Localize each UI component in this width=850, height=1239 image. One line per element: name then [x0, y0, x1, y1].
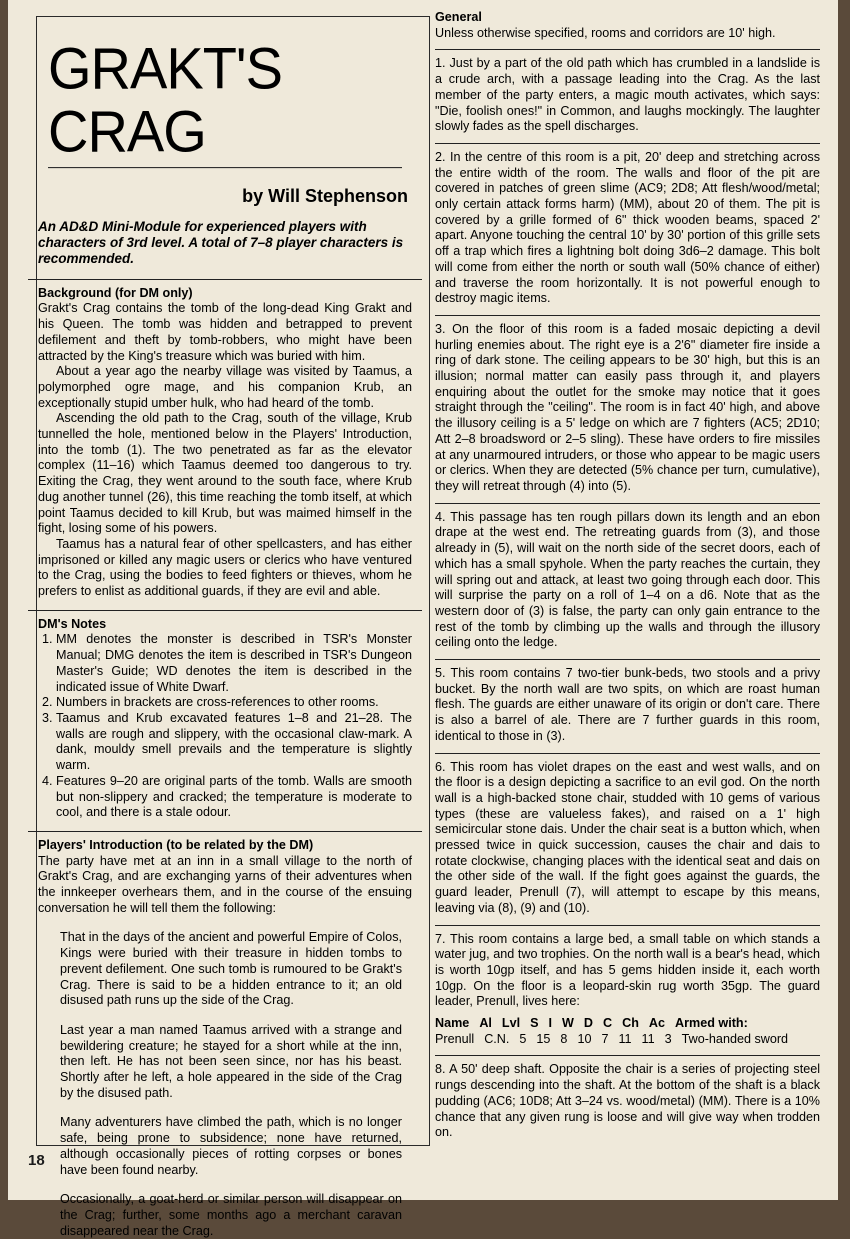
section-divider [28, 831, 422, 832]
stat-cell: 11 [641, 1031, 655, 1046]
stat-cell: 7 [601, 1031, 609, 1046]
stat-col-header: D [583, 1016, 594, 1031]
dm-notes-list [38, 632, 412, 820]
stat-cell: 11 [618, 1031, 632, 1046]
room-6: 6. This room has violet drapes on the east and west walls, and on the floor is a design depicting a sacrifice to an evil god. On the north wall is a high-backed stone chair, studded with 10 gems of various types (these are valueless fakes), and raised on a 1' high semicircular stone dais. Under the chair seat is a button which, when pressed twice in quick succession, causes the chair and dais to rotate clockwise, changing places with the identical seat and dais on the other side of the wall. If the fight goes against the guards, the guard leader, Prenull (7), will attempt to escape by this means, leaving via (8), (9) and (10). [435, 759, 820, 915]
room-divider [435, 659, 820, 660]
innkeeper-quote: Many adventurers have climbed the path, which is no longer safe, being prone to subsidence; none have returned, although occasionally pieces of rotting corpses or bones have been found nearby. [60, 1115, 402, 1177]
room-5: 5. This room contains 7 two-tier bunk-beds, two stools and a privy bucket. By the north wall are two spits, on which are roast human flesh. The guards are either unaware of its origin or don't care. There is also a barrel of ale. There are 7 further guards in this room, identical to those in (3). [435, 666, 820, 743]
background-paragraph: Taamus has a natural fear of other spellcasters, and has either imprisoned or killed any magic users or clerics who have ventured to the Crag, using the bodies to feed fighters or thieves, whom he prefers to enlist as additional guards, if they are evil and able. [38, 536, 412, 599]
room-divider [435, 1055, 820, 1056]
section-divider [28, 279, 422, 280]
room-8: 8. A 50' deep shaft. Opposite the chair is a series of projecting steel rungs descending into the shaft. At the bottom of the shaft is a black pudding (AC6; 10D8; Att 3–24 vs. wood/metal) (MM). There is a 10% chance that any given rung is loose and will give way when trodden on. [435, 1062, 820, 1140]
dm-note-item: 4. Features 9–20 are original parts of the tomb. Walls are smooth but non-slippery and cracked; the temperature is moderate to cool, and there is a stale odour. [56, 774, 412, 821]
stat-col-header: W [562, 1016, 574, 1031]
stat-col-header: S [530, 1016, 539, 1031]
stat-cell: C.N. [484, 1031, 510, 1046]
innkeeper-quote: That in the days of the ancient and powerful Empire of Colos, Kings were buried with their treasure in hidden tombs to prevent defilement. One such tomb is rumoured to be Grakt's Crag. There is said to be a hidden entrance to it; an old disused path runs up the side of the Crag. [60, 930, 402, 1008]
background-heading: Background (for DM only) [38, 285, 193, 300]
section-divider [28, 610, 422, 611]
left-column [38, 30, 412, 1239]
room-divider [435, 753, 820, 754]
room-2: 2. In the centre of this room is a pit, 20' deep and stretching across the entire width of the room. The walls and floor of the pit are covered in patches of green slime (AC9; 2D8; Att flesh/wood/metal; only certain attack forms harm) (MM), about 20 of them. The pit is covered by a grille formed of 6" thick wooden beams, spaced 2' apart. Anyone touching the central 10' by 30' portion of this grille sets off a trap which fires a lightning bolt doing 3d6–2 damage. This bolt will come from either the north or south wall (50% chance of either) and traverse the room horizontally. It is not powerful enough to destroy magic items. [435, 149, 820, 306]
stat-cell: 8 [560, 1031, 568, 1046]
stat-cell: 3 [664, 1031, 672, 1046]
stat-cell: 10 [577, 1031, 592, 1046]
dm-note-item: 3. Taamus and Krub excavated features 1–8 and 21–28. The walls are rough and slippery, with the occasional claw-mark. A dank, mouldy smell prevails and the temperature is slightly warm. [56, 711, 412, 774]
room-3: 3. On the floor of this room is a faded mosaic depicting a devil hurling enemies about. The right eye is a 2'6" diameter fire inside a ring of dark stone. The ceiling appears to be 30' high, but this is an illusion; normal matter can easily pass through it, and players enquiring about the outlet for the smoke may notice that it goes straight through the "ceiling". The room is in fact 40' high, and above the illusory ceiling is a 5' ledge on which are 7 fighters (AC5; 2D10; Att 2–8 broadsword or 2–5 sling). These have orders to fire missiles at any unarmoured intruders, or those who appear to be magic users or clerics. When they are detected (5% chance per turn, cumulative), they will retreat through (4) into (5). [435, 321, 820, 493]
stat-cell: 15 [536, 1031, 551, 1046]
article-title: GRAKT'S CRAG [48, 37, 402, 168]
room-divider [435, 143, 820, 144]
stat-table-header [435, 1016, 820, 1032]
room-divider [435, 49, 820, 50]
background-paragraph: About a year ago the nearby village was visited by Taamus, a polymorphed ogre mage, and his companion Krub, an exceptionally stupid umber hulk, who had heard of the tomb. [38, 364, 412, 410]
room-1: 1. Just by a part of the old path which has crumbled in a landslide is a crude arch, with a passage leading into the Crag. As the last member of the party enters, a magic mouth activates, which says: "Die, foolish ones!" in Common, and laughs mockingly. The laughter slowly fades as the spell discharges. [435, 56, 820, 134]
room-divider [435, 925, 820, 926]
players-intro-heading: Players' Introduction (to be related by the DM) [38, 837, 314, 852]
stat-col-header: Ch [622, 1016, 639, 1031]
general-text: Unless otherwise specified, rooms and corridors are 10' high. [435, 25, 776, 40]
room-divider [435, 315, 820, 316]
stat-cell: Prenull [435, 1031, 475, 1046]
stat-col-header: Armed with: [675, 1016, 748, 1031]
background-paragraph: Ascending the old path to the Crag, south of the village, Krub tunnelled the hole, mentioned below in the Players' Introduction, into the tomb (1). The two penetrated as far as the elevator complex (11–16) which Taamus deemed too dangerous to try. Exiting the Crag, they went around to the south face, where Krub dug another tunnel (26), this time reaching the tomb itself, at which point Taamus decided to kill Krub, but was maimed himself in the fight, losing some of his powers. [38, 411, 412, 536]
dm-note-item: 1. MM denotes the monster is described in TSR's Monster Manual; DMG denotes the item is described in TSR's Dungeon Master's Guide; WD denotes the item is described in the indicated issue of White Dwarf. [56, 632, 412, 695]
room-divider [435, 503, 820, 504]
stat-cell: 5 [519, 1031, 527, 1046]
stat-table-row [435, 1032, 820, 1048]
players-intro-lead: The party have met at an inn in a small village to the north of Grakt's Crag, and are exchanging yarns of their adventures when the innkeeper overhears them, and in the course of the ensuing conversation he will tell them the following: [38, 853, 412, 915]
room-4: 4. This passage has ten rough pillars down its length and an ebon drape at the west end. The retreating guards from (3), and those already in (5), will wait on the north side of the secret doors, each of which has a small spyhole. When the party reaches the curtain, they will spring out and attack, at least two going through each door. This will surprise the party on a roll of 1–4 on a d6. Note that as the western door of (3) is false, the party can only gain entrance to the rest of the tomb by climbing up the walls and through the illusory ceiling onto the ledge. [435, 509, 820, 650]
module-intro: An AD&D Mini-Module for experienced players with characters of 3rd level. A total of 7–8 player characters is recommended. [38, 218, 404, 266]
stat-cell: Two-handed sword [681, 1031, 789, 1046]
stat-col-header: C [603, 1016, 613, 1031]
dm-notes-heading: DM's Notes [38, 616, 107, 631]
room-7: 7. This room contains a large bed, a small table on which stands a water jug, and two trophies. On the north wall is a bear's head, which is worth 10gp itself, and has 5 gems hidden inside it, each worth 10gp. On the floor is a leopard-skin rug worth 35gp. The guard leader, Prenull, lives here: [435, 931, 820, 1009]
innkeeper-quote: Last year a man named Taamus arrived with a strange and bewildering creature; he stayed for a short while at the inn, then left. He has not been seen since, nor has his beast. Shortly after he left, a hole appeared in the side of the Crag by the disused path. [60, 1022, 402, 1100]
stat-col-header: Lvl [501, 1016, 521, 1031]
page-number: 18 [28, 1152, 45, 1169]
stat-col-header: Ac [648, 1016, 666, 1031]
right-column [435, 10, 820, 1141]
general-heading: General [435, 10, 482, 24]
background-paragraph: Grakt's Crag contains the tomb of the long-dead King Grakt and his Queen. The tomb was hidden and betrapped to prevent defilement and theft by tomb-robbers, who might have been attracted by the King's treasure which was buried with him. [38, 301, 412, 363]
stat-col-header: Name [435, 1016, 470, 1031]
innkeeper-quote: Occasionally, a goat-herd or similar person will disappear on the Crag; further, some months ago a merchant caravan disappeared near the Crag. [60, 1192, 402, 1238]
stat-col-header: Al [479, 1016, 492, 1031]
dm-note-item: 2. Numbers in brackets are cross-references to other rooms. [56, 695, 412, 711]
stat-col-header: I [548, 1016, 553, 1031]
byline: by Will Stephenson [242, 186, 408, 206]
